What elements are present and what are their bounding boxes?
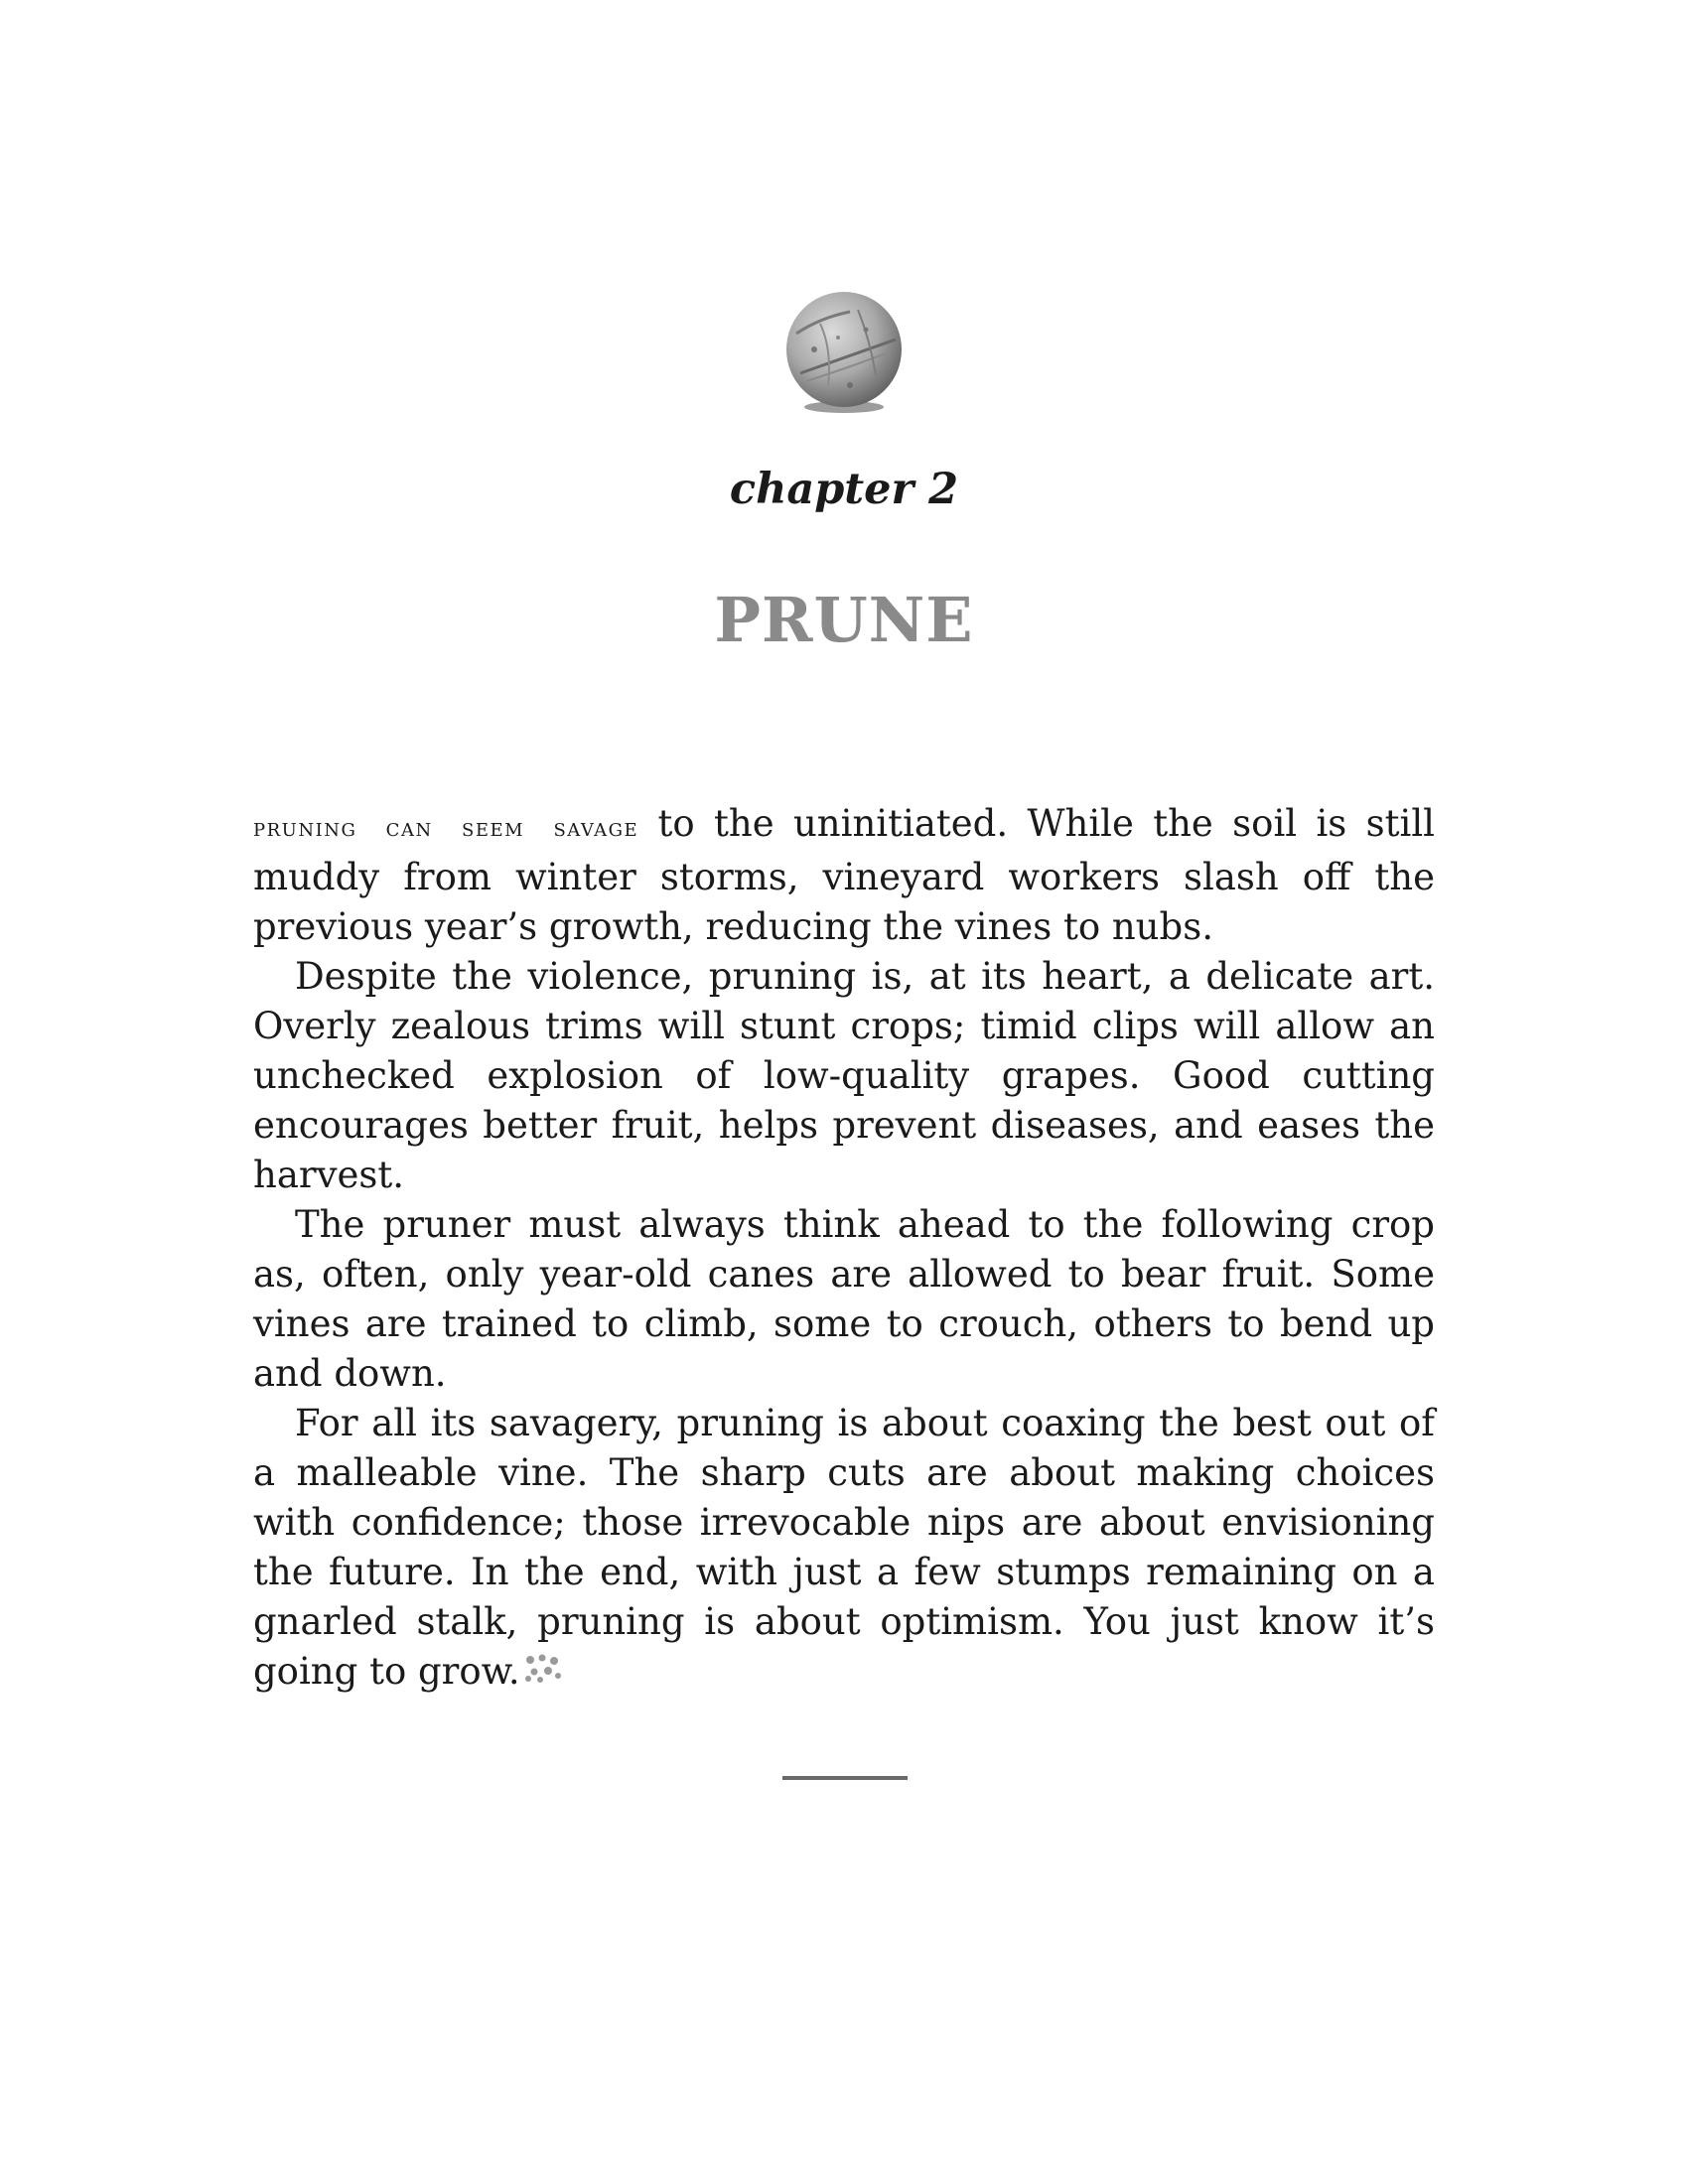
chapter-title: PRUNE — [714, 584, 974, 656]
chapter-label: chapter 2 — [729, 465, 959, 514]
cork-icon — [780, 290, 908, 417]
section-end-rule — [782, 1776, 908, 1780]
paragraph-4 — [253, 1399, 1435, 1697]
vine-ornament-icon — [522, 1652, 564, 1684]
paragraph-4-text: For all its savagery, pruning is about coaxing the best out of a malleable vine. The sharp cuts are about making choices with confidence; those irrevocable nips are about envisioning the future. In the end, with just a few stumps remaining on a gnarled stalk, pruning is about optimism. You just know it’s going to grow. — [253, 1402, 1435, 1693]
paragraph-1-text: to the uninitiated. While the soil is still muddy from winter storms, vineyard workers slash off the previous year’s growth, reducing the vines to nubs. — [253, 802, 1435, 948]
lead-in-smallcaps: pruning can seem savage — [253, 813, 639, 843]
chapter-body — [253, 799, 1435, 1697]
paragraph-1 — [253, 799, 1435, 952]
paragraph-2: Despite the violence, pruning is, at its heart, a delicate art. Overly zealous trims will stunt crops; timid clips will allow an unchecked explosion of low-quality grapes. Good cutting encourages better fruit, helps prevent diseases, and eases the harvest. — [253, 955, 1435, 1196]
paragraph-3: The pruner must always think ahead to the following crop as, often, only year-old canes are allowed to bear fruit. Some vines are trained to climb, some to crouch, others to bend up and down. — [253, 1203, 1435, 1395]
